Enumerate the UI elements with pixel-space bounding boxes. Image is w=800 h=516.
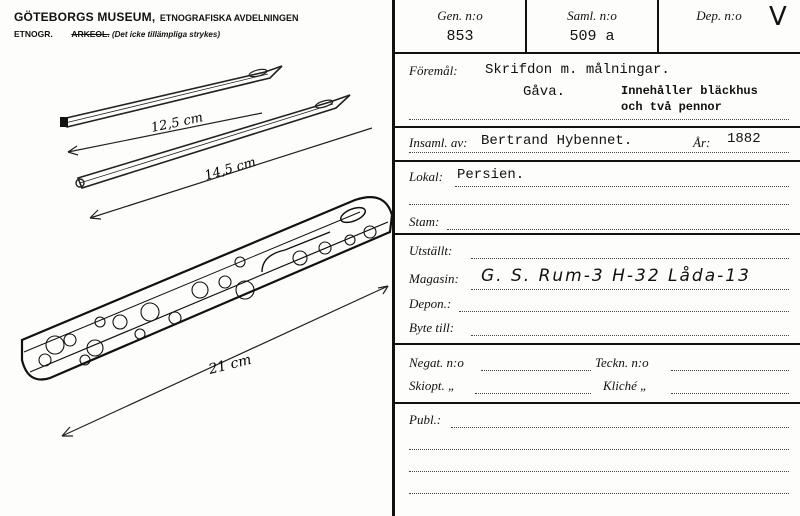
measure-label-1: 12,5 cm xyxy=(149,110,205,136)
header-rule xyxy=(395,52,800,54)
rule-2 xyxy=(395,126,800,128)
museum-name: GÖTEBORGS MUSEUM, xyxy=(14,10,156,24)
utstallt-dotline xyxy=(471,257,789,259)
lokal-dotline-2 xyxy=(409,203,789,205)
instruction-note: (Det icke tillämpliga strykes) xyxy=(111,30,220,39)
publ-dotline-4 xyxy=(409,492,789,494)
pen-case-sketch xyxy=(22,197,392,379)
insaml-dotline xyxy=(409,151,789,153)
struck-department: ARKEOL. xyxy=(71,29,110,39)
utstallt-label: Utställt: xyxy=(409,243,453,258)
publ-dotline-1 xyxy=(451,426,789,428)
kliche-dotline xyxy=(671,392,789,394)
object-drawing xyxy=(0,0,392,516)
ar-label: År: xyxy=(693,135,711,150)
saml-number-label: Saml. n:o xyxy=(567,8,617,23)
gava-value: Gåva. xyxy=(523,84,566,100)
lokal-dotline xyxy=(455,185,789,187)
magasin-dotline xyxy=(471,288,789,290)
gen-number-cell xyxy=(395,0,527,52)
publ-dotline-3 xyxy=(409,470,789,472)
negat-label: Negat. n:o xyxy=(409,355,464,370)
contents-line-1: Innehåller bläckhus xyxy=(621,84,758,98)
department-name: ETNOGRAFISKA AVDELNINGEN xyxy=(159,13,299,23)
negat-dotline xyxy=(481,369,591,371)
depon-dotline xyxy=(459,310,789,312)
dep-number-cell xyxy=(659,0,800,52)
teckn-label: Teckn. n:o xyxy=(595,355,649,370)
catalog-form xyxy=(395,0,800,516)
lokal-label: Lokal: xyxy=(409,169,443,184)
magasin-label: Magasin: xyxy=(409,271,459,286)
stam-label: Stam: xyxy=(409,214,440,229)
depon-label: Depon.: xyxy=(409,296,452,311)
magasin-value: G. S. Rum-3 H-32 Låda-13 xyxy=(481,266,751,286)
insaml-value: Bertrand Hybennet. xyxy=(481,133,633,149)
saml-number-value: 509 a xyxy=(569,28,615,45)
ar-value: 1882 xyxy=(727,131,761,147)
rule-4 xyxy=(395,233,800,235)
skiopt-label: Skiopt. „ xyxy=(409,378,456,393)
measure-label-2: 14,5 cm xyxy=(202,154,258,184)
skiopt-dotline xyxy=(475,392,591,394)
byte-label: Byte till: xyxy=(409,320,455,335)
teckn-dotline xyxy=(671,369,789,371)
publ-label: Publ.: xyxy=(409,412,442,427)
foremal-dotline xyxy=(409,118,789,120)
foremal-value: Skrifdon m. målningar. xyxy=(485,62,670,78)
rule-3 xyxy=(395,160,800,162)
lokal-value: Persien. xyxy=(457,167,525,183)
insaml-label: Insaml. av: xyxy=(409,135,468,150)
contents-line-2: och två pennor xyxy=(621,100,722,114)
stam-dotline xyxy=(447,228,789,230)
dep-check-mark: V xyxy=(769,2,787,32)
gen-number-label: Gen. n:o xyxy=(437,8,483,23)
gen-number-value: 853 xyxy=(446,28,474,45)
foremal-label: Föremål: xyxy=(409,63,458,78)
publ-dotline-2 xyxy=(409,448,789,450)
department-prefix: ETNOGR. xyxy=(14,29,53,39)
rule-5 xyxy=(395,343,800,345)
saml-number-cell xyxy=(527,0,659,52)
rule-6 xyxy=(395,402,800,404)
measure-label-3: 21 cm xyxy=(207,351,254,378)
dep-number-label: Dep. n:o xyxy=(696,8,742,23)
byte-dotline xyxy=(471,334,789,336)
kliche-label: Kliché „ xyxy=(603,378,648,393)
